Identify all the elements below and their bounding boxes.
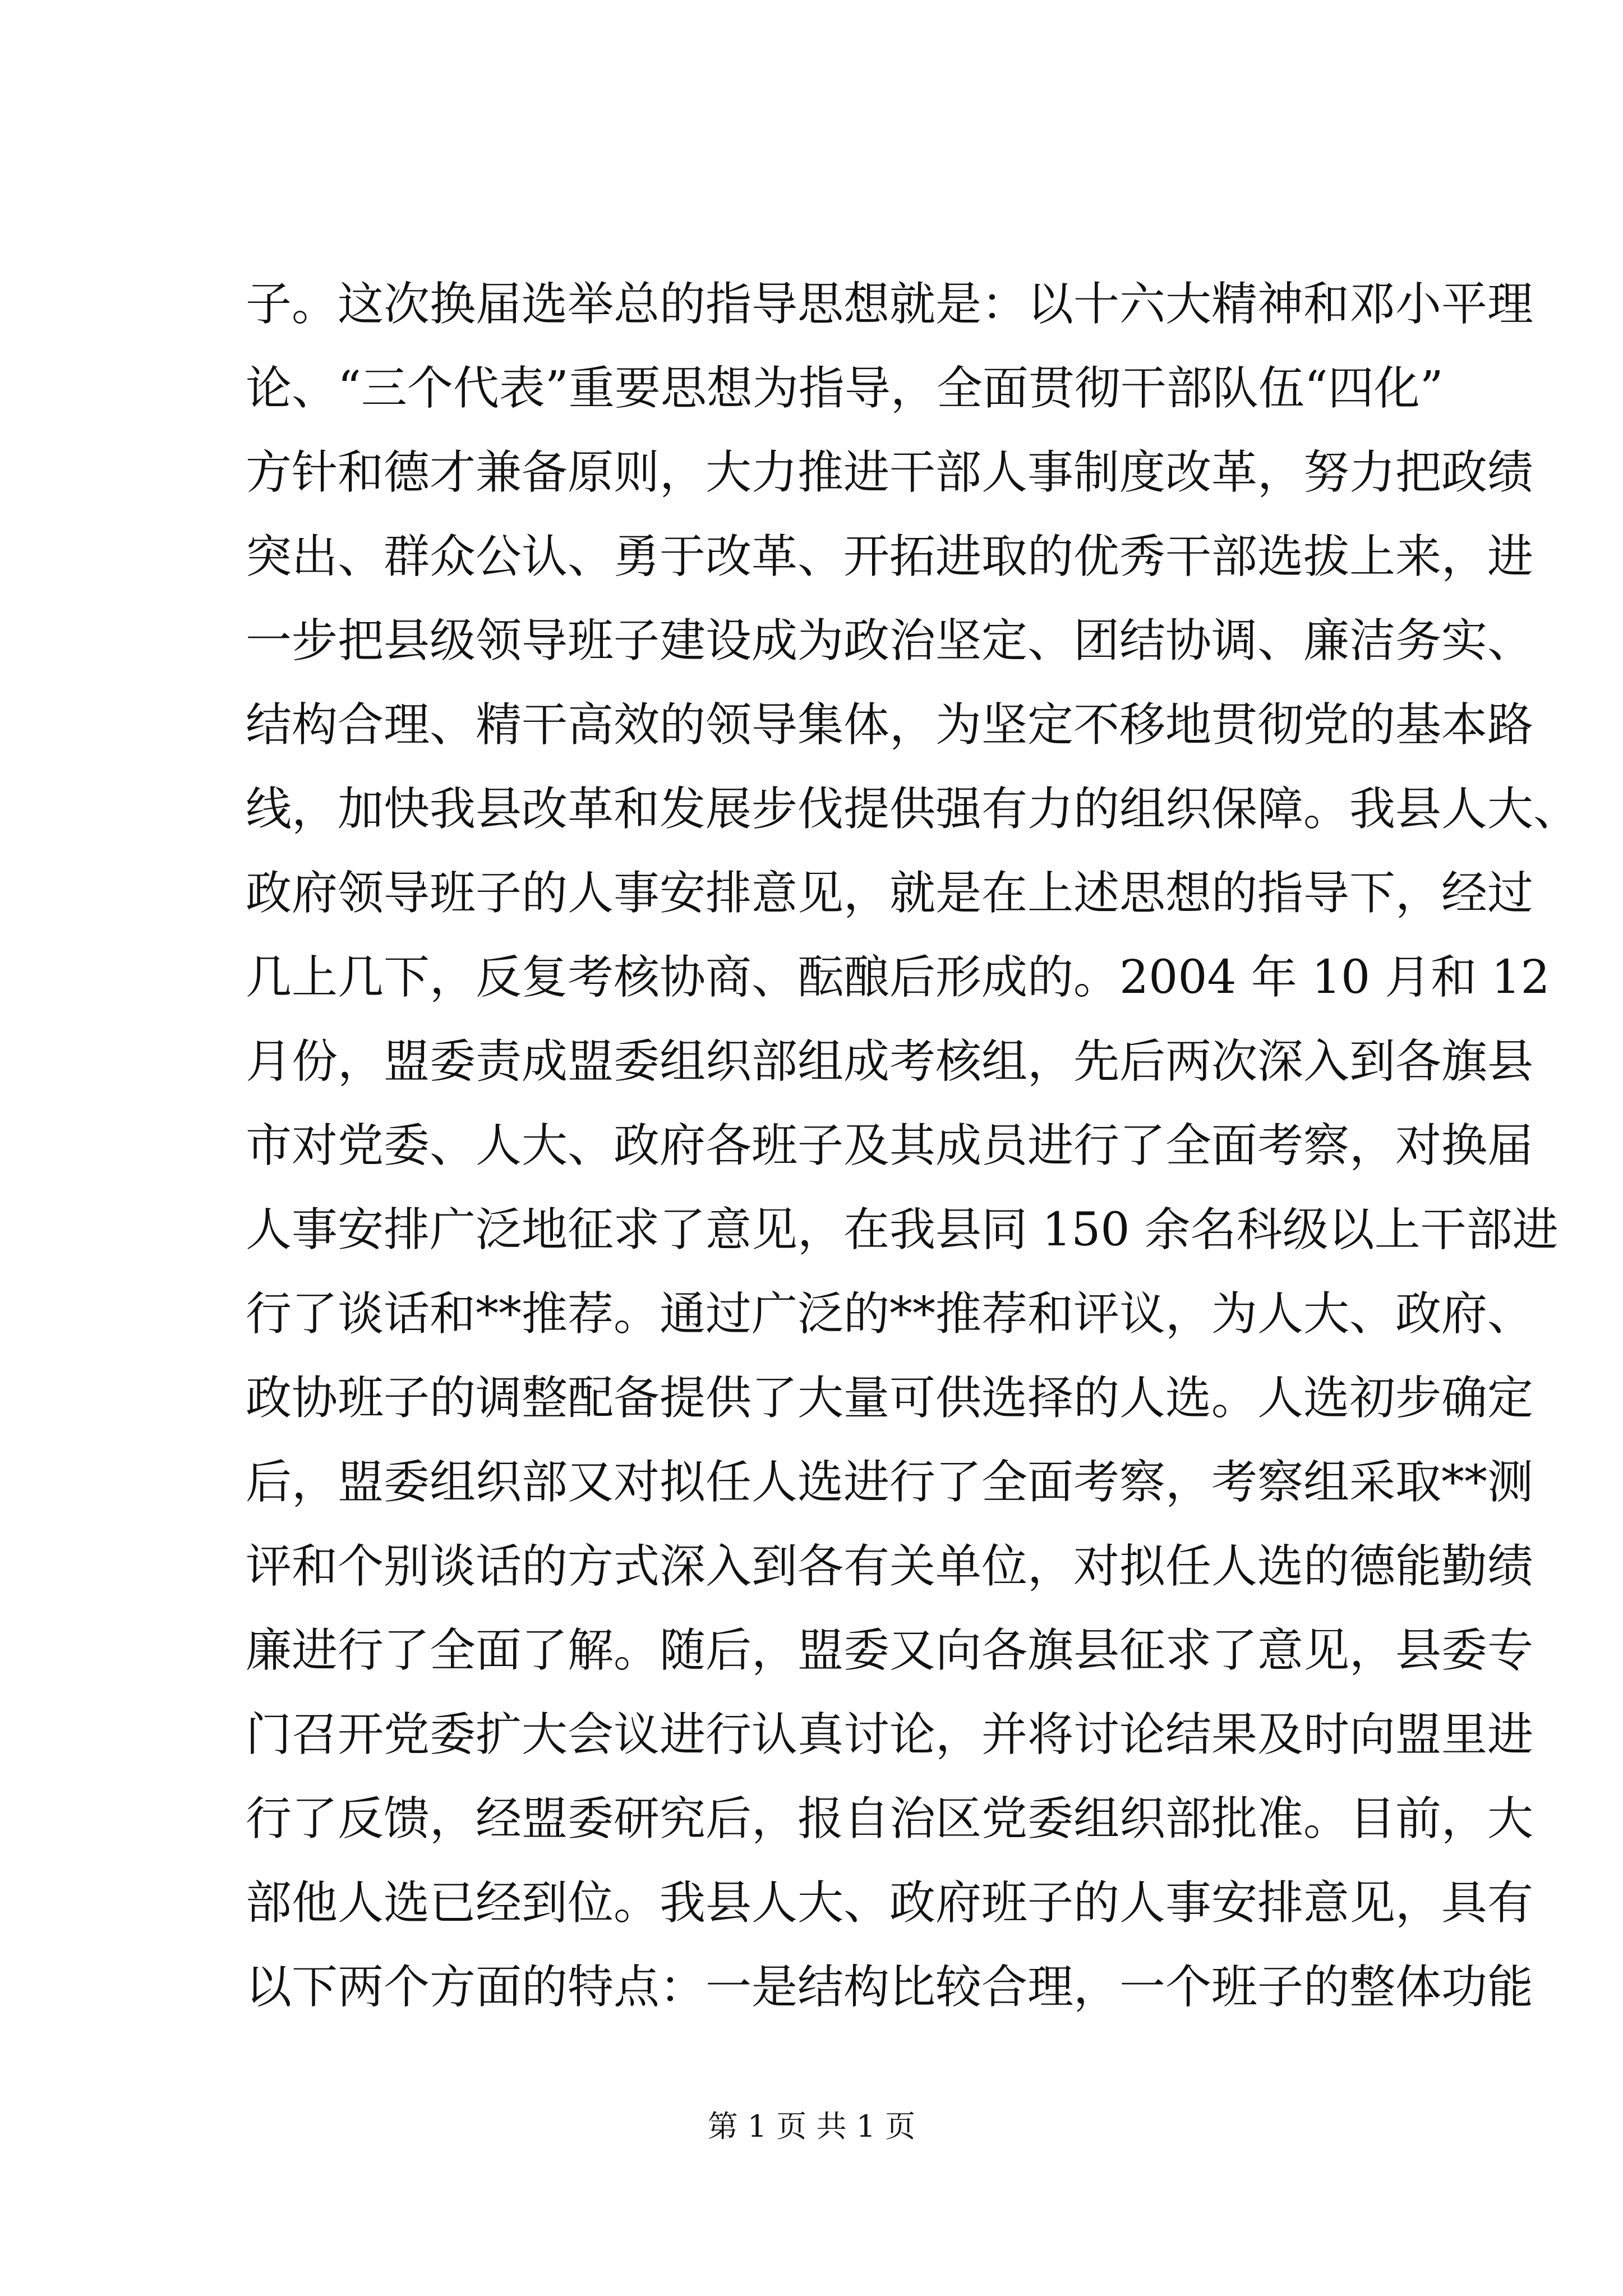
text-line: 评和个别谈话的方式深入到各有关单位，对拟任人选的德能勤绩 <box>246 1540 1534 1593</box>
text-line: 以下两个方面的特点：一是结构比较合理，一个班子的整体功能 <box>246 1961 1534 2014</box>
text-line: 一步把县级领导班子建设成为政治坚定、团结协调、廉洁务实、 <box>246 614 1534 668</box>
text-line: 后，盟委组织部又对拟任人选进行了全面考察，考察组采取**测 <box>246 1456 1534 1509</box>
text-line: 论、“三个代表”重要思想为指导，全面贯彻干部队伍“四化” <box>246 362 1444 415</box>
text-line: 结构合理、精干高效的领导集体，为坚定不移地贯彻党的基本路 <box>246 698 1534 752</box>
text-line: 人事安排广泛地征求了意见，在我县同 150 余名科级以上干部进 <box>246 1203 1559 1257</box>
text-line: 线，加快我县改革和发展步伐提供强有力的组织保障。我县人大、 <box>246 783 1580 836</box>
text-line: 突出、群众公认、勇于改革、开拓进取的优秀干部选拔上来，进 <box>246 530 1534 583</box>
text-line: 子。这次换届选举总的指导思想就是：以十六大精神和邓小平理 <box>246 278 1534 331</box>
text-line: 方针和德才兼备原则，大力推进干部人事制度改革，努力把政绩 <box>246 446 1534 499</box>
text-line: 廉进行了全面了解。随后，盟委又向各旗县征求了意见，县委专 <box>246 1624 1534 1677</box>
body-text <box>246 263 1580 2030</box>
text-line: 行了反馈，经盟委研究后，报自治区党委组织部批准。目前，大 <box>246 1792 1534 1846</box>
text-line: 门召开党委扩大会议进行认真讨论，并将讨论结果及时向盟里进 <box>246 1708 1534 1761</box>
text-line: 政协班子的调整配备提供了大量可供选择的人选。人选初步确定 <box>246 1372 1534 1425</box>
text-line: 月份，盟委责成盟委组织部组成考核组，先后两次深入到各旗县 <box>246 1035 1534 1088</box>
page-footer <box>0 2102 1623 2146</box>
text-line: 行了谈话和**推荐。通过广泛的**推荐和评议，为人大、政府、 <box>246 1287 1534 1341</box>
text-line: 部他人选已经到位。我县人大、政府班子的人事安排意见，具有 <box>246 1876 1534 1930</box>
text-line: 市对党委、人大、政府各班子及其成员进行了全面考察，对换届 <box>246 1119 1534 1172</box>
page-number-label: 第 1 页 共 1 页 <box>707 2109 916 2144</box>
text-line: 几上几下，反复考核协商、酝酿后形成的。2004 年 10 月和 12 <box>246 951 1550 1004</box>
text-line: 政府领导班子的人事安排意见，就是在上述思想的指导下，经过 <box>246 867 1534 920</box>
